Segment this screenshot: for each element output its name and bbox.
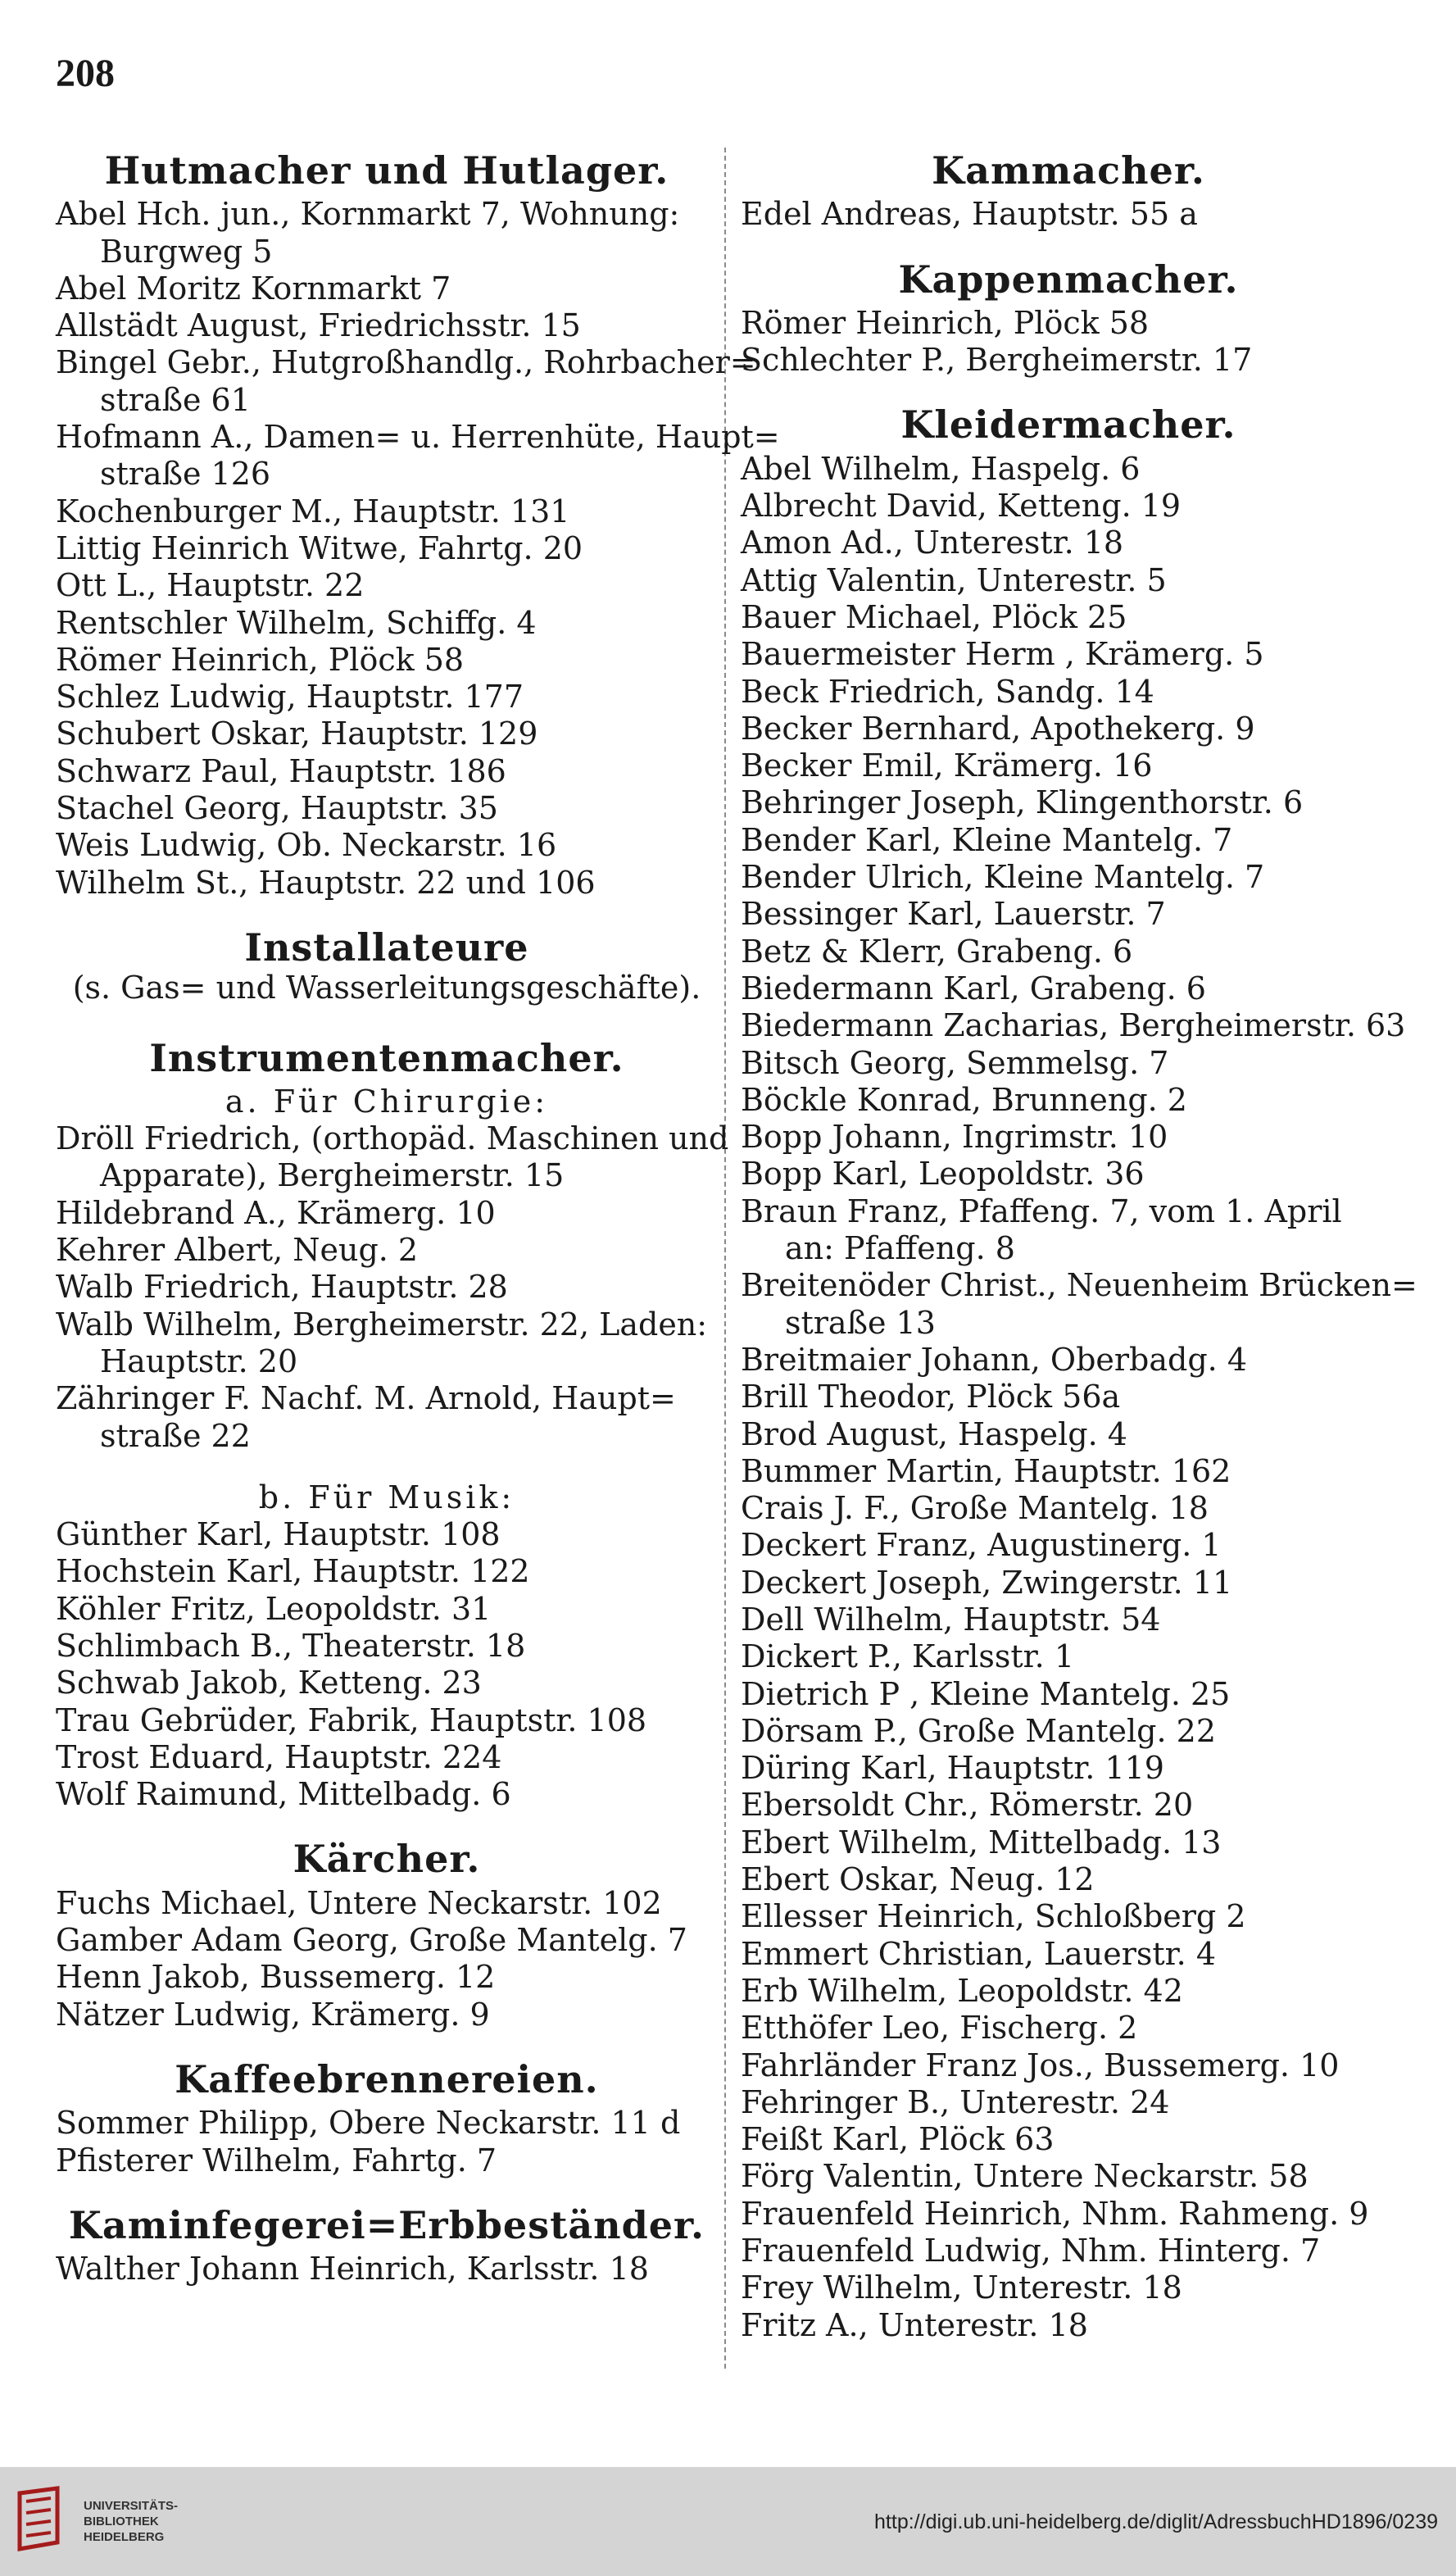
entry-text: Dörsam P., Große Mantelg. 22: [741, 1712, 1217, 1749]
entry-text: Fehringer B., Unterestr. 24: [741, 2083, 1170, 2120]
entry-text: Ebersoldt Chr., Römerstr. 20: [741, 1787, 1194, 1824]
list-item: [741, 2233, 1396, 2269]
entry-text: Hildebrand A., Krämerg. 10: [56, 1194, 496, 1231]
list-item: [56, 2251, 718, 2288]
entry-text: Nätzer Ludwig, Krämerg. 9: [56, 1996, 490, 2033]
entry-text: Deckert Franz, Augustinerg. 1: [741, 1527, 1222, 1564]
entry-text: Rentschler Wilhelm, Schiffg. 4: [56, 604, 537, 641]
list-item: [56, 1739, 718, 1776]
entry-text: Edel Andreas, Hauptstr. 55 a: [741, 196, 1198, 233]
list-item: [741, 934, 1396, 970]
entry-text: Behringer Joseph, Klingenthorstr. 6: [741, 784, 1304, 821]
library-name-line: HEIDELBERG: [84, 2530, 165, 2544]
list-item: [741, 711, 1396, 747]
section-heading-kaffeebrennereien: Kaffeebrennereien.: [175, 2056, 599, 2101]
list-item: [741, 1973, 1396, 2010]
list-item: [741, 2307, 1396, 2344]
list-item: [56, 1380, 718, 1455]
entry-text: Albrecht David, Ketteng. 19: [741, 488, 1182, 525]
entry-text: Littig Heinrich Witwe, Fahrtg. 20: [56, 529, 583, 566]
list-item: [741, 2269, 1396, 2306]
section-heading-kleidermacher: Kleidermacher.: [900, 402, 1236, 448]
list-item: [741, 1082, 1396, 1119]
list-item: [56, 2142, 718, 2179]
list-item: [741, 2047, 1396, 2084]
library-name-line: BIBLIOTHEK: [84, 2515, 159, 2528]
list-item: [741, 822, 1396, 859]
list-item: [56, 1997, 718, 2033]
entry-text: Breitenöder Christ., Neuenheim Brücken=: [741, 1267, 1417, 1304]
entry-text: Schwarz Paul, Hauptstr. 186: [56, 752, 506, 789]
list-item: [741, 1676, 1396, 1713]
entry-text: Schlechter P., Bergheimerstr. 17: [741, 342, 1253, 379]
entry-text: Böckle Konrad, Brunneng. 2: [741, 1081, 1187, 1118]
entry-list: [56, 1516, 718, 1813]
page-number: 208: [56, 52, 115, 95]
university-library-logo-icon: [15, 2485, 62, 2552]
list-item: [56, 1776, 718, 1813]
entry-continuation: straße 13: [785, 1304, 936, 1341]
list-item: [741, 342, 1396, 379]
section-heading-hutmacher: Hutmacher und Hutlager.: [104, 148, 669, 193]
entry-text: Sommer Philipp, Obere Neckarstr. 11 d: [56, 2105, 681, 2142]
list-item: [56, 790, 718, 827]
entry-text: Bauermeister Herm , Krämerg. 5: [741, 636, 1264, 673]
section-heading-instrumentenmacher: Instrumentenmacher.: [149, 1035, 624, 1080]
entry-text: Günther Karl, Hauptstr. 108: [56, 1516, 501, 1553]
entry-text: Bopp Karl, Leopoldstr. 36: [741, 1156, 1145, 1193]
list-item: [56, 1628, 718, 1665]
entry-list: [56, 2105, 718, 2179]
entry-text: Pfisterer Wilhelm, Fahrtg. 7: [56, 2142, 497, 2178]
list-item: [56, 1591, 718, 1628]
entry-text: Becker Emil, Krämerg. 16: [741, 747, 1153, 784]
entry-text: Dell Wilhelm, Hauptstr. 54: [741, 1601, 1161, 1638]
list-item: [741, 1267, 1417, 1342]
entry-text: Bender Ulrich, Kleine Mantelg. 7: [741, 859, 1265, 896]
entry-continuation: Hauptstr. 20: [100, 1343, 298, 1379]
entry-list: [56, 196, 780, 902]
list-item: [56, 1665, 718, 1701]
entry-text: Fritz A., Unterestr. 18: [741, 2306, 1088, 2343]
section-heading-kaminfegerei: Kaminfegerei=Erbbeständer.: [68, 2202, 705, 2247]
entry-text: Bitsch Georg, Semmelsg. 7: [741, 1044, 1169, 1081]
list-item: [741, 1898, 1396, 1935]
column-divider: [724, 148, 726, 2369]
entry-text: Ebert Wilhelm, Mittelbadg. 13: [741, 1824, 1222, 1860]
entry-continuation: Apparate), Bergheimerstr. 15: [100, 1157, 565, 1194]
entry-list: [741, 450, 1417, 2344]
entry-text: Trau Gebrüder, Fabrik, Hauptstr. 108: [56, 1701, 647, 1738]
list-item: [741, 2158, 1396, 2195]
list-item: [56, 753, 718, 790]
list-item: [56, 1922, 718, 1959]
entry-text: Stachel Georg, Hauptstr. 35: [56, 790, 498, 827]
list-item: [741, 1045, 1396, 1082]
list-item: [56, 1959, 718, 1996]
entry-text: Frey Wilhelm, Unterestr. 18: [741, 2269, 1182, 2306]
entry-text: Erb Wilhelm, Leopoldstr. 42: [741, 1972, 1183, 2009]
entry-text: Hochstein Karl, Hauptstr. 122: [56, 1553, 530, 1590]
entry-text: Brod August, Haspelg. 4: [741, 1415, 1127, 1452]
entry-list: [56, 1120, 729, 1455]
entry-text: Förg Valentin, Untere Neckarstr. 58: [741, 2158, 1309, 2195]
entry-text: Frauenfeld Ludwig, Nhm. Hinterg. 7: [741, 2233, 1321, 2269]
list-item: [741, 970, 1396, 1007]
list-item: [741, 896, 1396, 933]
list-item: [56, 1306, 718, 1381]
subheading-musik: b. Für Musik:: [258, 1479, 515, 1515]
entry-text: Kochenburger M., Hauptstr. 131: [56, 493, 570, 529]
list-item: [741, 525, 1396, 561]
entry-text: Amon Ad., Unterestr. 18: [741, 525, 1124, 561]
entry-text: Dröll Friedrich, (orthopäd. Maschinen und: [56, 1120, 729, 1157]
list-item: [741, 1007, 1406, 1044]
list-item: [741, 562, 1396, 599]
entry-list: [741, 196, 1396, 233]
list-item: [741, 747, 1396, 784]
entry-text: Schlez Ludwig, Hauptstr. 177: [56, 679, 524, 716]
entry-text: Hofmann A., Damen= u. Herrenhüte, Haupt=: [56, 419, 780, 456]
list-item: [56, 1885, 718, 1922]
entry-text: Zähringer F. Nachf. M. Arnold, Haupt=: [56, 1380, 676, 1417]
entry-list: [56, 2251, 718, 2288]
entry-text: Bessinger Karl, Lauerstr. 7: [741, 896, 1166, 933]
entry-text: Crais J. F., Große Mantelg. 18: [741, 1490, 1209, 1527]
list-item: [741, 1824, 1396, 1861]
list-item: [741, 1342, 1396, 1379]
entry-text: Biedermann Karl, Grabeng. 6: [741, 970, 1206, 1006]
list-item: [56, 1516, 718, 1553]
entry-continuation: an: Pfaffeng. 8: [785, 1230, 1015, 1267]
section-heading-kaercher: Kärcher.: [293, 1837, 481, 1882]
entry-text: Bummer Martin, Hauptstr. 162: [741, 1452, 1231, 1489]
list-item: [56, 1195, 718, 1232]
list-item: [741, 1453, 1396, 1490]
entry-continuation: Burgweg 5: [100, 233, 273, 270]
list-item: [741, 599, 1396, 636]
list-item: [56, 1232, 718, 1269]
entry-text: Trost Eduard, Hauptstr. 224: [56, 1738, 502, 1775]
list-item: [741, 1193, 1396, 1268]
entry-text: Walb Friedrich, Hauptstr. 28: [56, 1269, 508, 1306]
entry-text: Breitmaier Johann, Oberbadg. 4: [741, 1341, 1248, 1378]
list-item: [741, 1490, 1396, 1527]
entry-text: Feißt Karl, Plöck 63: [741, 2121, 1055, 2158]
list-item: [741, 1787, 1396, 1824]
list-item: [741, 1565, 1396, 1601]
list-item: [56, 419, 780, 493]
list-item: [741, 305, 1396, 342]
library-name-line: UNIVERSITÄTS-: [84, 2499, 179, 2513]
list-item: [56, 307, 718, 344]
list-item: [741, 451, 1396, 488]
list-item: [56, 530, 718, 567]
list-item: [741, 1713, 1396, 1750]
list-item: [56, 827, 718, 864]
list-item: [741, 636, 1396, 673]
entry-list: [56, 1885, 718, 2033]
list-item: [56, 493, 718, 530]
list-item: [56, 605, 718, 642]
list-item: [56, 270, 718, 307]
entry-text: Römer Heinrich, Plöck 58: [56, 641, 465, 678]
list-item: [741, 1750, 1396, 1787]
list-item: [56, 1269, 718, 1306]
entry-text: Köhler Fritz, Leopoldstr. 31: [56, 1590, 492, 1627]
section-heading-installateure: Installateure: [244, 925, 529, 970]
list-item: [741, 1527, 1396, 1564]
entry-text: Weis Ludwig, Ob. Neckarstr. 16: [56, 827, 557, 864]
entry-text: Ellesser Heinrich, Schloßberg 2: [741, 1898, 1246, 1935]
entry-text: Walb Wilhelm, Bergheimerstr. 22, Laden:: [56, 1306, 708, 1343]
entry-text: Emmert Christian, Lauerstr. 4: [741, 1935, 1217, 1972]
list-item: [741, 1861, 1396, 1898]
entry-text: Düring Karl, Hauptstr. 119: [741, 1750, 1164, 1787]
footer-bar: [0, 2467, 1456, 2576]
entry-continuation: straße 22: [100, 1417, 251, 1454]
entry-text: Schlimbach B., Theaterstr. 18: [56, 1627, 526, 1664]
list-item: [741, 1379, 1396, 1415]
list-item: [741, 2196, 1396, 2233]
entry-text: Ebert Oskar, Neug. 12: [741, 1861, 1095, 1898]
entry-text: Römer Heinrich, Plöck 58: [741, 304, 1150, 341]
list-item: [741, 784, 1396, 821]
list-item: [741, 1156, 1396, 1193]
list-item: [741, 488, 1396, 525]
entry-list: [741, 305, 1396, 379]
entry-continuation: straße 126: [100, 456, 271, 493]
entry-text: Schubert Oskar, Hauptstr. 129: [56, 716, 538, 752]
entry-text: Abel Moritz Kornmarkt 7: [56, 270, 451, 307]
list-item: [56, 196, 718, 270]
list-item: [741, 859, 1396, 896]
list-item: [741, 674, 1396, 711]
section-heading-kammacher: Kammacher.: [932, 148, 1205, 193]
left-column: [56, 144, 780, 2288]
list-item: [741, 2010, 1396, 2047]
entry-text: Dickert P., Karlsstr. 1: [741, 1638, 1074, 1675]
entry-text: Fuchs Michael, Untere Neckarstr. 102: [56, 1884, 662, 1921]
list-item: [741, 2121, 1396, 2158]
entry-text: Schwab Jakob, Ketteng. 23: [56, 1665, 482, 1701]
entry-text: Bauer Michael, Plöck 25: [741, 598, 1127, 635]
entry-text: Henn Jakob, Bussemerg. 12: [56, 1959, 496, 1996]
list-item: [56, 865, 718, 902]
list-item: [56, 1553, 718, 1590]
entry-text: Betz & Klerr, Grabeng. 6: [741, 933, 1133, 970]
entry-text: Kehrer Albert, Neug. 2: [56, 1232, 419, 1269]
entry-text: Bopp Johann, Ingrimstr. 10: [741, 1119, 1168, 1156]
entry-text: Allstädt August, Friedrichsstr. 15: [56, 307, 581, 344]
list-item: [741, 1416, 1396, 1453]
list-item: [56, 344, 756, 419]
entry-text: Becker Bernhard, Apothekerg. 9: [741, 710, 1255, 747]
entry-text: Beck Friedrich, Sandg. 14: [741, 673, 1154, 710]
source-url-link[interactable]: http://digi.ub.uni-heidelberg.de/diglit/AdressbuchHD1896/0239: [874, 2510, 1438, 2533]
section-heading-kappenmacher: Kappenmacher.: [898, 257, 1239, 302]
subheading-chirurgie: a. Für Chirurgie:: [225, 1083, 549, 1120]
list-item: [741, 2084, 1396, 2121]
entry-text: Abel Wilhelm, Haspelg. 6: [741, 450, 1141, 487]
list-item: [741, 1601, 1396, 1638]
entry-text: Ott L., Hauptstr. 22: [56, 567, 365, 604]
entry-text: Walther Johann Heinrich, Karlsstr. 18: [56, 2251, 649, 2288]
entry-text: Fahrländer Franz Jos., Bussemerg. 10: [741, 2047, 1340, 2083]
entry-text: Abel Hch. jun., Kornmarkt 7, Wohnung:: [56, 196, 680, 233]
entry-text: Bender Karl, Kleine Mantelg. 7: [741, 821, 1233, 858]
list-item: [56, 642, 718, 679]
entry-text: Etthöfer Leo, Fischerg. 2: [741, 2010, 1138, 2047]
entry-text: Gamber Adam Georg, Große Mantelg. 7: [56, 1922, 687, 1959]
entry-text: Brill Theodor, Plöck 56a: [741, 1379, 1121, 1415]
list-item: [741, 196, 1396, 233]
list-item: [741, 1119, 1396, 1156]
entry-text: Wilhelm St., Hauptstr. 22 und 106: [56, 864, 596, 901]
library-name: [84, 2498, 178, 2545]
list-item: [56, 567, 718, 604]
entry-text: Deckert Joseph, Zwingerstr. 11: [741, 1564, 1233, 1601]
list-item: [56, 716, 718, 752]
entry-text: Bingel Gebr., Hutgroßhandlg., Rohrbacher=: [56, 344, 756, 381]
list-item: [741, 1638, 1396, 1675]
entry-text: Frauenfeld Heinrich, Nhm. Rahmeng. 9: [741, 2195, 1369, 2232]
entry-text: Braun Franz, Pfaffeng. 7, vom 1. April: [741, 1193, 1342, 1229]
entry-text: Attig Valentin, Unterestr. 5: [741, 561, 1167, 598]
entry-text: Biedermann Zacharias, Bergheimerstr. 63: [741, 1007, 1406, 1044]
list-item: [741, 1936, 1396, 1973]
right-column: [741, 144, 1417, 2344]
entry-text: Dietrich P , Kleine Mantelg. 25: [741, 1675, 1231, 1712]
list-item: [56, 2105, 718, 2142]
list-item: [56, 679, 718, 716]
list-item: [56, 1702, 718, 1739]
entry-continuation: straße 61: [100, 381, 251, 418]
entry-text: Wolf Raimund, Mittelbadg. 6: [56, 1776, 511, 1813]
section-note: (s. Gas= und Wasserleitungsgeschäfte).: [72, 970, 701, 1006]
list-item: [56, 1120, 729, 1195]
